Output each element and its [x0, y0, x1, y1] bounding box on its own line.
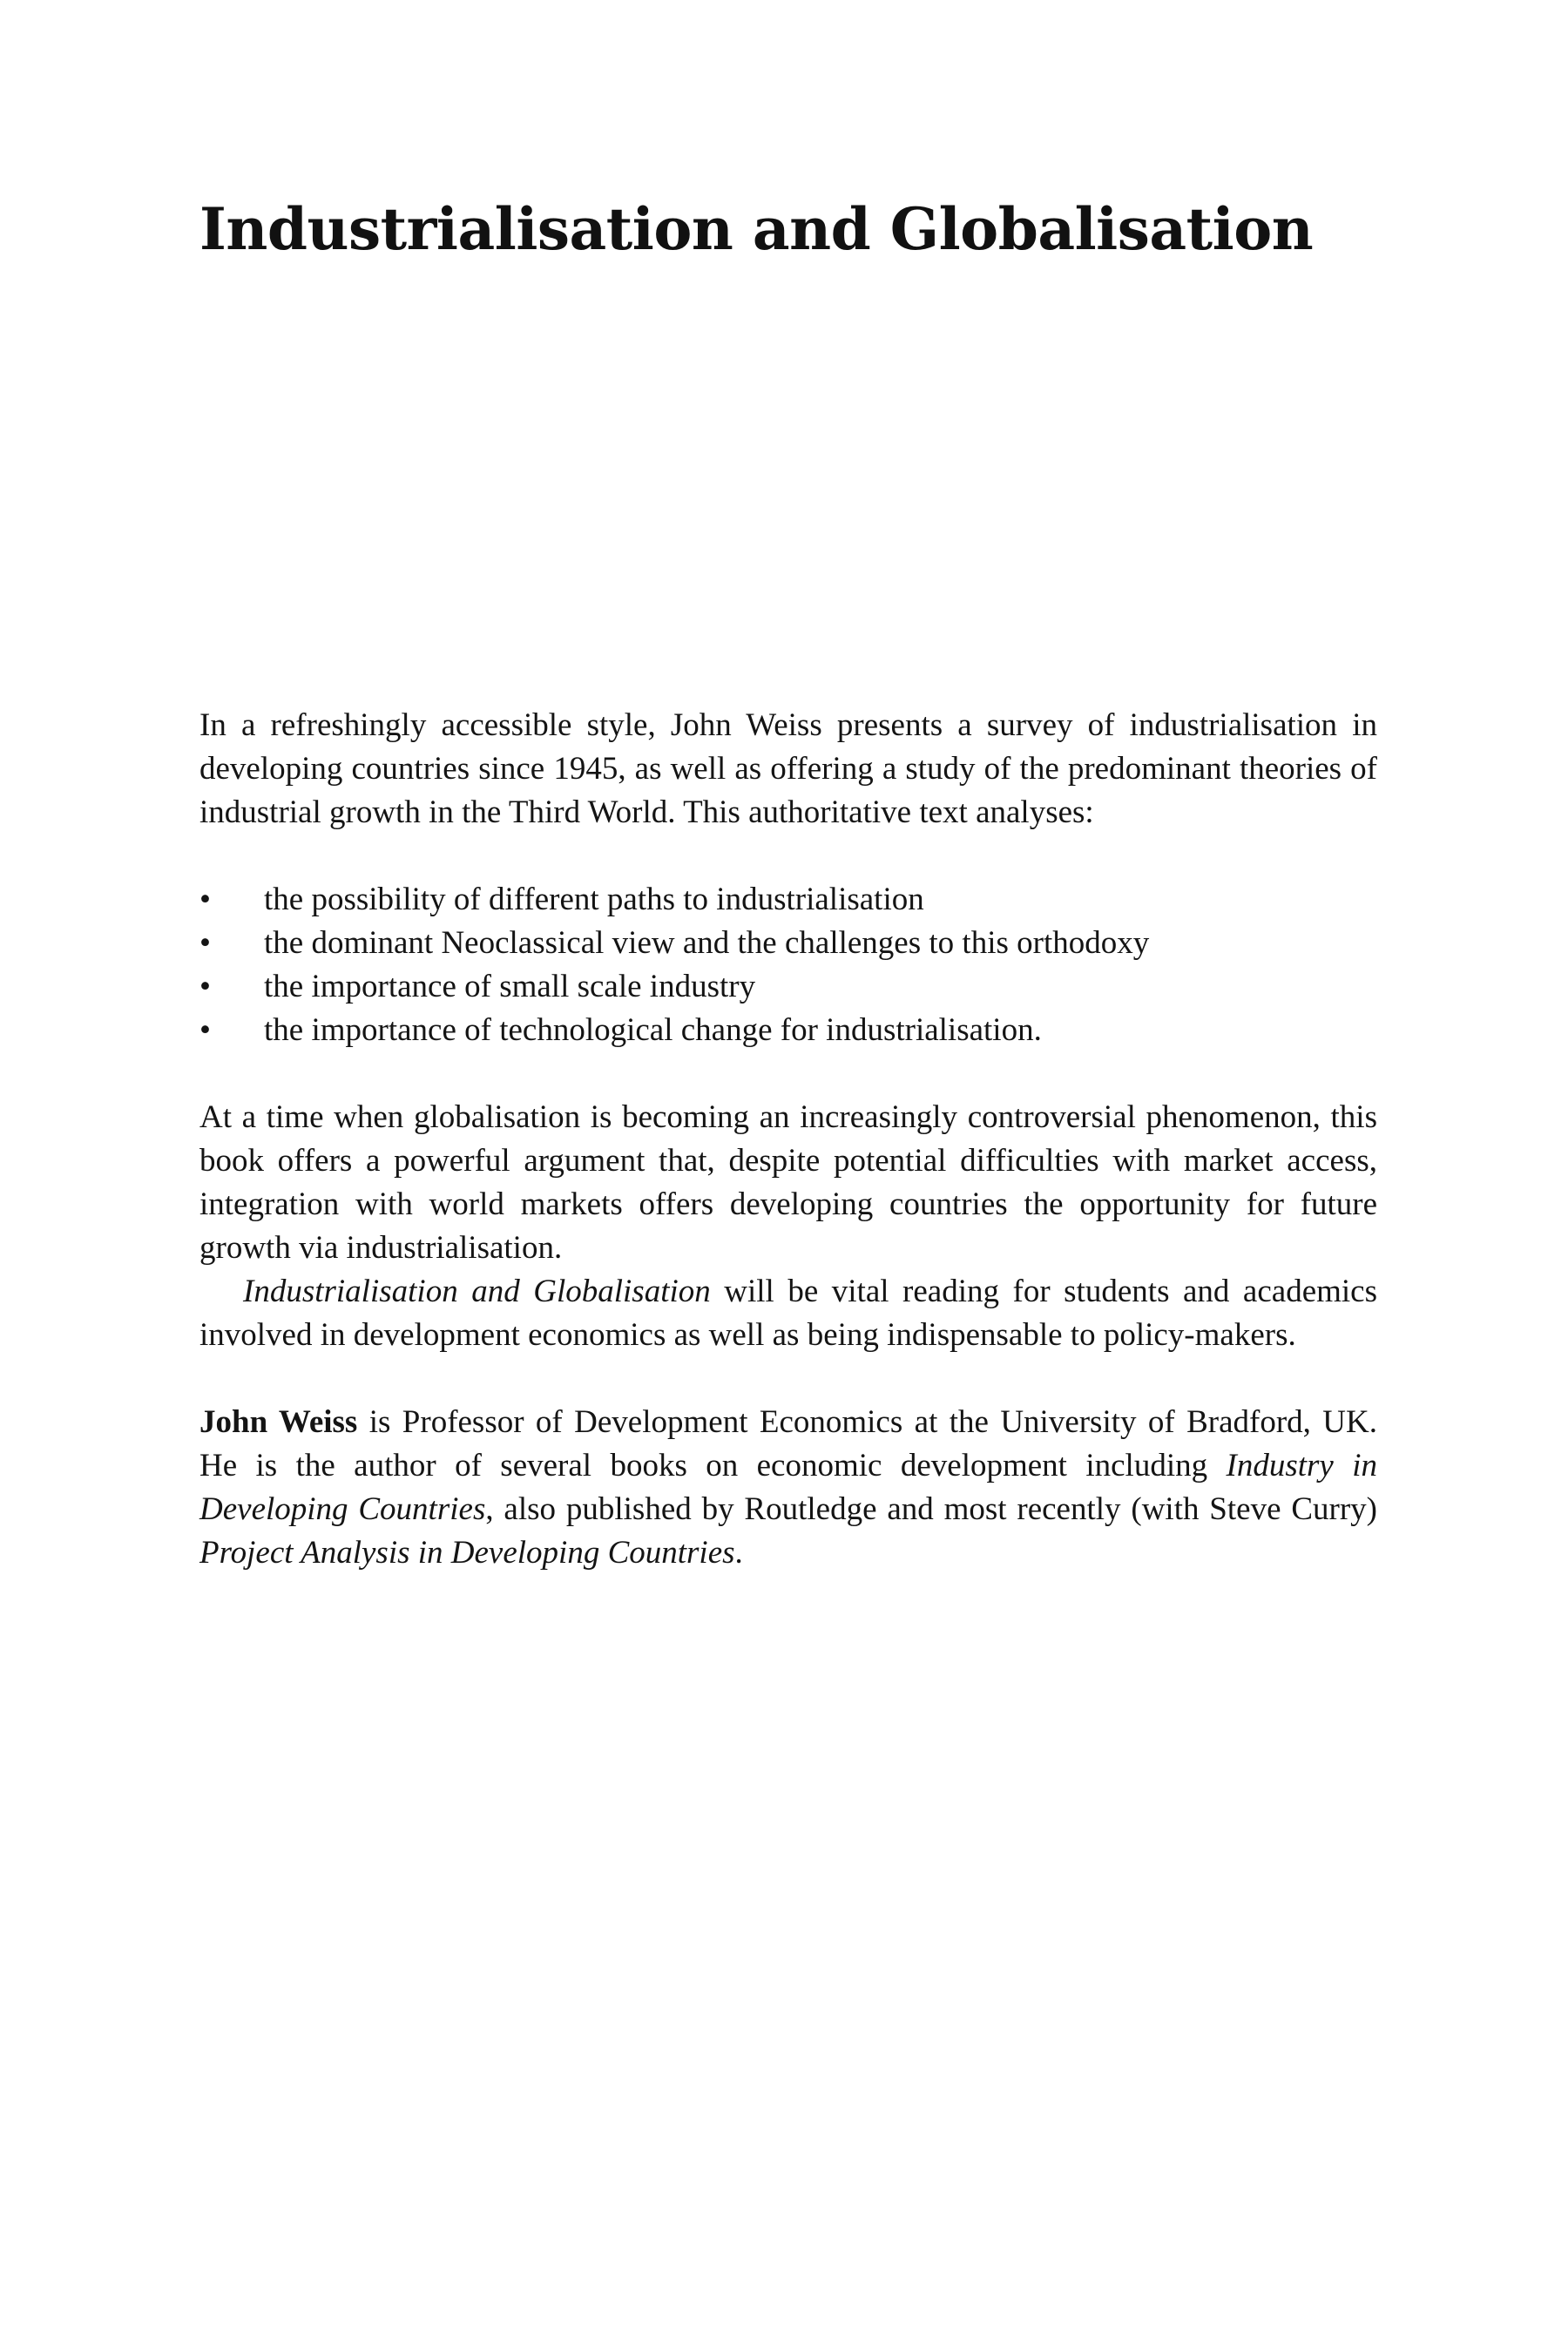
author-bio-paragraph [199, 1401, 1377, 1575]
readership-paragraph [199, 1270, 1377, 1357]
list-item [199, 878, 1377, 922]
bullet-icon: • [199, 925, 211, 961]
bullet-icon: • [199, 1012, 211, 1048]
other-book-title: Industry in Developing Countries [199, 1448, 1377, 1527]
list-item-text: the possibility of different paths to industrialisation [264, 882, 924, 917]
author-bio-text: is Professor of Development Economics at the University of Bradford, UK. He is the author of several books on economic development including [199, 1404, 1377, 1484]
book-description [199, 704, 1377, 1575]
list-item [199, 965, 1377, 1009]
book-title-inline: Industrialisation and Globalisation [243, 1274, 711, 1309]
bullet-icon: • [199, 882, 211, 917]
book-title: Industrialisation and Globalisation [199, 195, 1314, 263]
list-item-text: the importance of technological change for industrialisation. [264, 1012, 1042, 1048]
intro-paragraph: In a refreshingly accessible style, John Weiss presents a survey of industrialisation in developing countries since 1945, as well as offering a study of the predominant theories of industrial growth in the Third World. This authoritative text analyses: [199, 707, 1377, 830]
author-name: John Weiss [199, 1404, 358, 1440]
bullet-icon: • [199, 969, 211, 1004]
list-item [199, 922, 1377, 965]
other-book-title: Project Analysis in Developing Countries [199, 1535, 735, 1571]
readership-text: will be vital reading for students and academics involved in development economics as well as being indispensable to policy-makers. [199, 1274, 1377, 1353]
author-bio-text: , also published by Routledge and most recently (with Steve Curry) [485, 1491, 1377, 1527]
author-bio-text: . [734, 1535, 743, 1571]
analysis-list [199, 878, 1377, 1052]
globalisation-paragraph: At a time when globalisation is becoming an increasingly controversial phenomenon, this book offers a powerful argument that, despite potential difficulties with market access, integration with world markets offers developing countries the opportunity for future growth via industrialisation. [199, 1099, 1377, 1266]
list-item-text: the importance of small scale industry [264, 969, 756, 1004]
list-item [199, 1009, 1377, 1052]
list-item-text: the dominant Neoclassical view and the challenges to this orthodoxy [264, 925, 1150, 961]
